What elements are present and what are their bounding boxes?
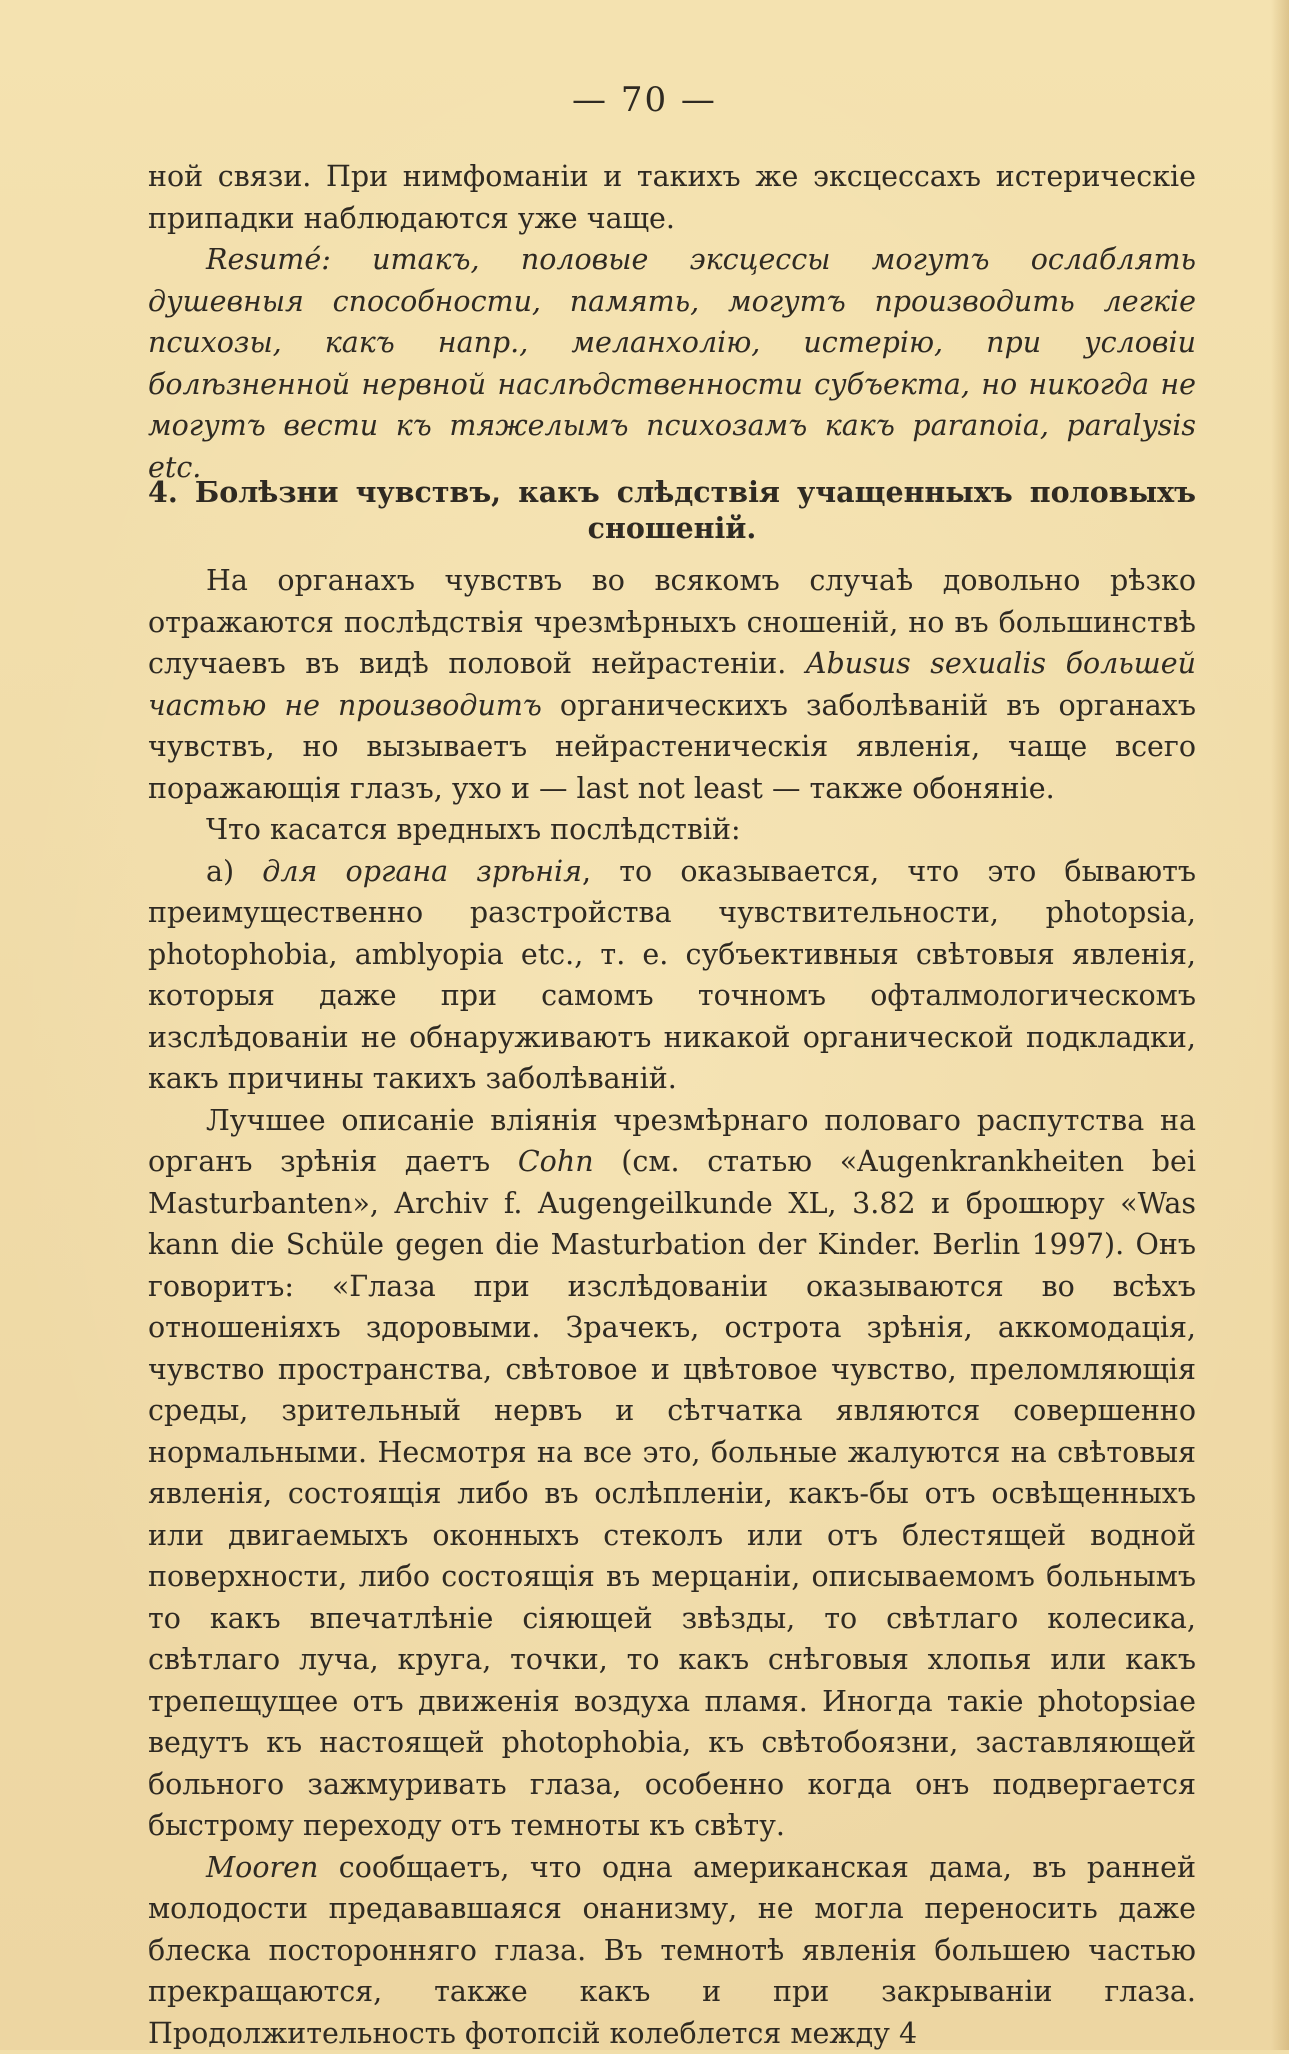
text-block-main xyxy=(148,560,1196,2054)
mooren-name-italic: Mooren xyxy=(206,1851,318,1884)
section-heading-block xyxy=(148,474,1196,546)
paragraph-consequences: Что касатся вредныхъ послѣдствій: xyxy=(148,809,1196,851)
paragraph-senses xyxy=(148,560,1196,809)
cohn-text-b: (см. статью «Augenkrankheiten bei Masturbanten», Archiv f. Augengeilkunde XL, 3.82 и брошюру «Was kann die Schüle gegen die Masturbation der Kinder. Berlin 1997). Онъ говоритъ: «Глаза при изслѣдованіи оказываются во всѣхъ отношеніяхъ здоровыми. Зрачекъ, острота зрѣнія, аккомодація, чувство пространства, свѣтовое и цвѣтовое чувство, преломляющія среды, зрительный нервъ и сѣтчатка являются совершенно нормальными. Несмотря на все это, больные жалуются на свѣтовыя явленія, состоящія либо въ ослѣпленіи, какъ-бы отъ освѣщенныхъ или двигаемыхъ оконныхъ стеколъ или отъ блестящей водной поверхности, либо состоящія въ мерцаніи, описываемомъ больнымъ то какъ впечатлѣніе сіяющей звѣзды, то свѣтлаго колесика, свѣтлаго луча, круга, точки, то какъ снѣговыя хлопья или какъ трепещущее отъ движенія воздуха пламя. Иногда такіе photopsiae ведутъ къ настоящей photophobia, къ свѣтобоязни, заставляющей больного зажмуривать глаза, особенно когда онъ подвергается быстрому переходу отъ темноты къ свѣту. xyxy=(148,1145,1196,1842)
paragraph-hysteria: ной связи. При нимфоманіи и такихъ же эксцессахъ истерическіе припадки наблюдаются уже чаще. xyxy=(148,156,1196,239)
resume-text: : итакъ, половые эксцессы могутъ ослаблять душевныя способности, память, могутъ производить легкіе психозы, какъ напр., меланхолію, истерію, при условіи болѣзненной нервной наслѣдственности субъекта, но никогда не могутъ вести къ тяжелымъ психозамъ какъ paranoia, paralysis etc. xyxy=(148,243,1196,484)
cohn-text-a: Лучшее описаніе вліянія чрезмѣрнаго половаго распутства на органъ зрѣнія даетъ xyxy=(148,1104,1196,1179)
senses-text-italic: Abusus sexualis большей частью не производитъ xyxy=(148,647,1196,722)
text-block-top xyxy=(148,156,1196,488)
vision-text-italic: для органа зрѣнія xyxy=(262,855,582,888)
senses-text-b: органическихъ заболѣваній въ органахъ чувствъ, но вызываетъ нейрастеническія явленія, чаще всего поражающія глазъ, ухо и — last not least — также обоняніе. xyxy=(148,689,1196,805)
paragraph-cohn xyxy=(148,1100,1196,1847)
mooren-text: сообщаетъ, что одна американская дама, въ ранней молодости предававшаяся онанизму, не могла переносить даже блеска посторонняго глаза. Въ темнотѣ явленія большею частью прекращаются, также какъ и при закрываніи глаза. Продолжительность фотопсій колеблется между 4 xyxy=(148,1851,1196,2050)
resume-label: Resumé xyxy=(206,243,321,276)
page-number: — 70 — xyxy=(0,80,1289,120)
paragraph-resume xyxy=(148,239,1196,488)
cohn-name-italic: Cohn xyxy=(518,1145,594,1178)
page-edge-shadow xyxy=(1271,0,1289,2050)
paragraph-vision xyxy=(148,851,1196,1100)
senses-text-a: На органахъ чувствъ во всякомъ случаѣ довольно рѣзко отражаются послѣдствія чрезмѣрныхъ сношеній, но въ большинствѣ случаевъ въ видѣ половой нейрастеніи. xyxy=(148,564,1196,680)
vision-text-a: а) xyxy=(206,855,262,888)
vision-text-b: , то оказывается, что это бываютъ преимущественно разстройства чувствительности, photopsia, photophobia, amblyopia etc., т. е. субъективныя свѣтовыя явленія, которыя даже при самомъ точномъ офталмологическомъ изслѣдованіи не обнаруживаютъ никакой органической подкладки, какъ причины такихъ заболѣваній. xyxy=(148,855,1196,1096)
paragraph-mooren xyxy=(148,1847,1196,2054)
section-heading: 4. Болѣзни чувствъ, какъ слѣдствія учащенныхъ половыхъ сношеній. xyxy=(148,474,1196,546)
